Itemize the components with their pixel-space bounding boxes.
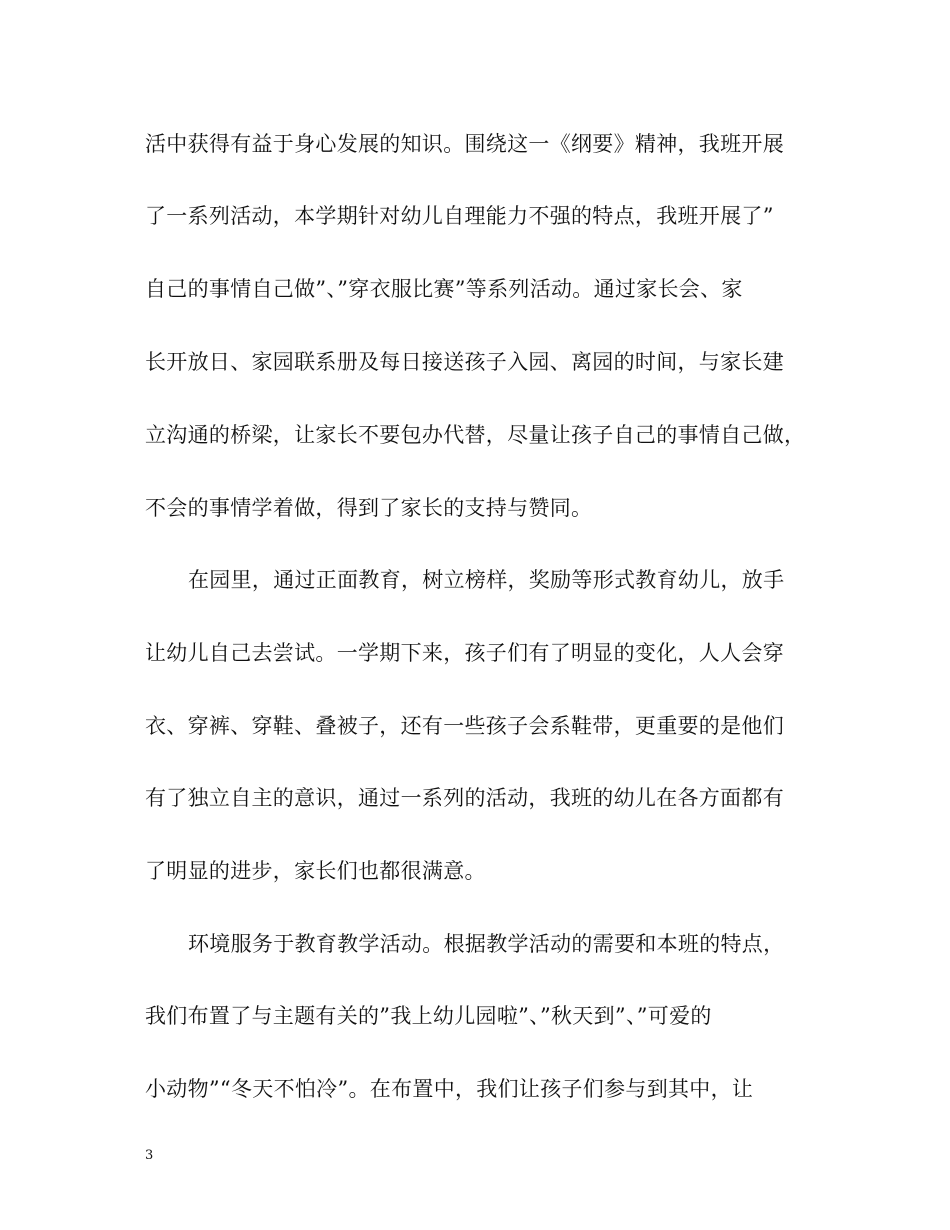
text-line: 小动物”“冬天不怕冷”。在布置中，我们让孩子们参与到其中，让 <box>145 1077 754 1101</box>
text-line: 立沟通的桥梁，让家长不要包办代替，尽量让孩子自己的事情自己做， <box>145 423 806 447</box>
text-line: 长开放日、家园联系册及每日接送孩子入园、离园的时间，与家长建 <box>145 350 784 374</box>
text-line: 不会的事情学着做，得到了家长的支持与赞同。 <box>145 496 593 520</box>
text-line: 活中获得有益于身心发展的知识。围绕这一《纲要》精神，我班开展 <box>145 132 784 156</box>
text-line: 衣、穿裤、穿鞋、叠被子，还有一些孩子会系鞋带，更重要的是他们 <box>145 714 784 738</box>
text-line: 我们布置了与主题有关的”我上幼儿园啦”、”秋天到”、”可爱的 <box>145 1004 712 1028</box>
paragraph-first-line: 环境服务于教育教学活动。根据教学活动的需要和本班的特点， <box>188 932 785 956</box>
text-line: 让幼儿自己去尝试。一学期下来，孩子们有了明显的变化，人人会穿 <box>145 641 784 665</box>
text-line: 自己的事情自己做”、”穿衣服比赛”等系列活动。通过家长会、家 <box>145 277 743 301</box>
text-line: 有了独立自主的意识，通过一系列的活动，我班的幼儿在各方面都有 <box>145 786 784 810</box>
page-number: 3 <box>145 1148 154 1163</box>
text-line: 了明显的进步，家长们也都很满意。 <box>145 859 486 883</box>
paragraph-first-line: 在园里，通过正面教育，树立榜样，奖励等形式教育幼儿，放手 <box>188 568 785 592</box>
text-line: 了一系列活动，本学期针对幼儿自理能力不强的特点，我班开展了” <box>145 204 774 228</box>
